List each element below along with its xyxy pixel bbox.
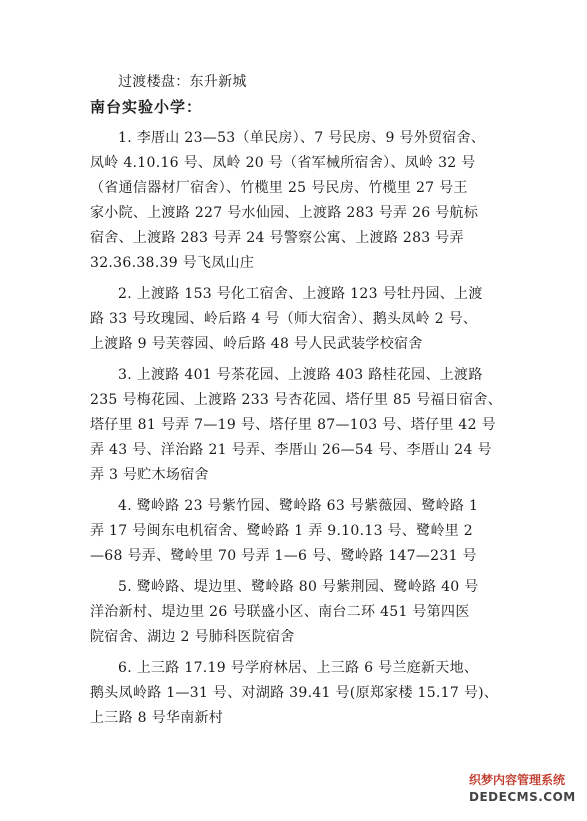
text-line: （省通信器材厂宿舍）、竹榄里 25 号民房、竹榄里 27 号王 (90, 180, 468, 196)
text-line: —68 号弄、鹭岭里 70 号弄 1—6 号、鹭岭路 147—231 号 (90, 548, 477, 564)
text-line: 1. 李厝山 23—53（单民房）、7 号民房、9 号外贸宿舍、 (118, 130, 486, 146)
list-item-3 (90, 363, 515, 488)
text-line: 塔仔里 81 号弄 7—19 号、塔仔里 87—103 号、塔仔里 42 号 (90, 417, 496, 433)
watermark-logo (469, 771, 581, 811)
list-item-4 (90, 494, 515, 569)
document-body (90, 70, 515, 731)
text-line: 院宿舍、湖边 2 号肺科医院宿舍 (90, 629, 295, 645)
text-line: 凤岭 4.10.16 号、凤岭 20 号（省军械所宿舍）、凤岭 32 号 (90, 155, 476, 171)
text-line: 弄 43 号、洋治路 21 号弄、李厝山 26—54 号、李厝山 24 号 (90, 442, 492, 458)
text-line: 上三路 8 号华南新村 (90, 710, 224, 726)
watermark-cn-text: 织梦内容管理系统 (469, 773, 566, 787)
text-line: 鹅头凤岭路 1—31 号、对湖路 39.41 号(原郑家楼 15.17 号)、 (90, 685, 499, 701)
list-item-1 (90, 126, 515, 276)
list-item-2 (90, 282, 515, 357)
text-line: 宿舍、上渡路 283 号弄 24 号警察公寓、上渡路 283 号弄 (90, 230, 464, 246)
text-line: 235 号梅花园、上渡路 233 号杏花园、塔仔里 85 号福日宿舍、 (90, 392, 503, 408)
list-item-5 (90, 575, 515, 650)
text-line: 3. 上渡路 401 号茶花园、上渡路 403 路桂花园、上渡路 (118, 367, 483, 383)
text-line: 2. 上渡路 153 号化工宿舍、上渡路 123 号牡丹园、上渡 (118, 286, 483, 302)
text-line: 弄 3 号贮木场宿舍 (90, 467, 209, 483)
transition-housing-line: 过渡楼盘：东升新城 (118, 74, 247, 90)
text-line: 上渡路 9 号芙蓉园、岭后路 48 号人民武装学校宿舍 (90, 336, 423, 352)
text-line: 6. 上三路 17.19 号学府林居、上三路 6 号兰庭新天地、 (118, 660, 479, 676)
watermark-en-text: DEDECMS.COM (469, 790, 576, 804)
text-line: 32.36.38.39 号飞凤山庄 (90, 255, 255, 271)
text-line: 家小院、上渡路 227 号水仙园、上渡路 283 号弄 26 号航标 (90, 205, 479, 221)
text-line: 洋治新村、堤边里 26 号联盛小区、南台二环 451 号第四医 (90, 604, 470, 620)
school-heading: 南台实验小学： (90, 98, 203, 116)
text-line: 5. 鹭岭路、堤边里、鹭岭路 80 号紫荆园、鹭岭路 40 号 (118, 579, 479, 595)
text-line: 弄 17 号闽东电机宿舍、鹭岭路 1 弄 9.10.13 号、鹭岭里 2 (90, 523, 474, 539)
list-item-6 (90, 656, 515, 731)
text-line: 4. 鹭岭路 23 号紫竹园、鹭岭路 63 号紫薇园、鹭岭路 1 (118, 498, 479, 514)
text-line: 路 33 号玫瑰园、岭后路 4 号（师大宿舍）、鹅头凤岭 2 号、 (90, 311, 478, 327)
